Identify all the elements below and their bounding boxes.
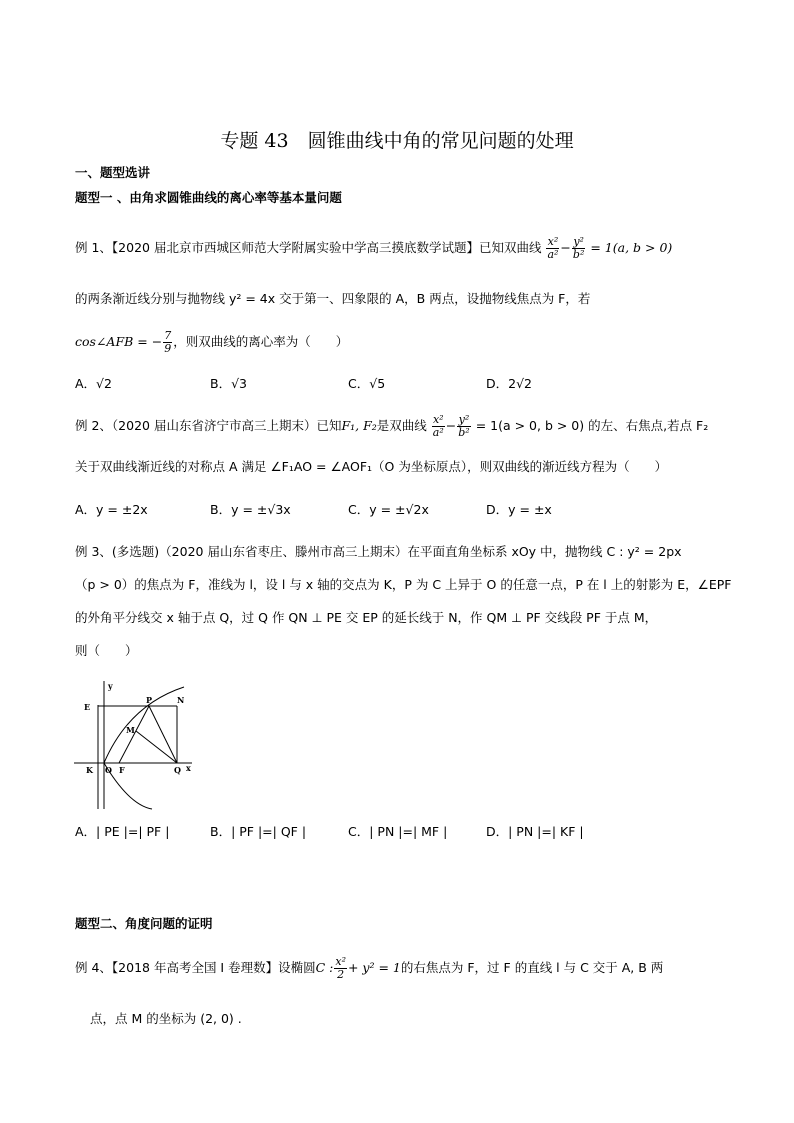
ex2-frac-y: $\frac{\text{y²}}{\text{b²}}$ xyxy=(458,413,470,439)
example4-line1: 例 4、【2018 年高考全国 I 卷理数】设椭圆C : $\frac{\text{x²}}{2}$ + y² = 1的右焦点为 F，过 F 的直线 l 与 C 交于 A, B 两 xyxy=(75,955,664,981)
ex3-option-d: D．| PN |=| KF | xyxy=(486,824,584,839)
label-E: E xyxy=(84,702,91,712)
ex2-frac-x: $\frac{\text{x²}}{\text{a²}}$ xyxy=(432,413,444,439)
type1-heading: 题型一 、由角求圆锥曲线的离心率等基本量问题 xyxy=(75,190,342,205)
label-F: F xyxy=(119,765,125,775)
label-P: P xyxy=(146,695,153,705)
example3-line1: 例 3、(多选题)（2020 届山东省枣庄、滕州市高三上期末）在平面直角坐标系 xOy 中，抛物线 C : y² = 2px xyxy=(75,544,682,559)
example1-line1: 例 1、【2020 届北京市西城区师范大学附属实验中学高三摸底数学试题】已知双曲线 $\frac{\text{x²}}{\text{a²}}$ − $\frac{\text{y²}}{\text{b²}}$ = 1(a, b > 0) xyxy=(75,235,673,261)
ex3-option-c: C．| PN |=| MF | xyxy=(348,824,448,839)
example1-prefix: 例 1、【2020 届北京市西城区师范大学附属实验中学高三摸底数学试题】已知双曲线 xyxy=(75,240,542,255)
ex1-option-a: A．√2 xyxy=(75,376,112,391)
label-K: K xyxy=(86,765,93,775)
label-Q: Q xyxy=(174,765,181,775)
example4-line2: 点，点 M 的坐标为 (2, 0) . xyxy=(90,1011,242,1026)
ex2-option-d: D．y = ±x xyxy=(486,502,552,517)
line-PQ xyxy=(149,706,177,763)
parabola-curve xyxy=(104,687,184,809)
example1-line3: cos∠AFB = − $\frac{7}{9}$ ，则双曲线的离心率为（ ） xyxy=(75,329,349,355)
section-heading: 一、题型选讲 xyxy=(75,165,151,180)
ex3-option-b: B．| PF |=| QF | xyxy=(210,824,307,839)
example2-line1: 例 2、（2020 届山东省济宁市高三上期末）已知F₁, F₂是双曲线 $\frac{\text{x²}}{\text{a²}}$ − $\frac{\text{y²}}{\text{b²}}$ = 1(a > 0, b > 0) 的左、右焦点,若点 F₂ xyxy=(75,413,709,439)
label-x: x xyxy=(186,763,191,773)
ex2-option-a: A．y = ±2x xyxy=(75,502,148,517)
ex2-option-b: B．y = ±√3x xyxy=(210,502,291,517)
hyper-frac-y: $\frac{\text{y²}}{\text{b²}}$ xyxy=(572,235,585,261)
label-y: y xyxy=(108,681,113,691)
ellipse-frac: $\frac{\text{x²}}{2}$ xyxy=(335,955,346,981)
page-title: 专题 43 圆锥曲线中角的常见问题的处理 xyxy=(220,130,574,152)
cos-frac: $\frac{7}{9}$ xyxy=(164,329,172,355)
ex3-option-a: A．| PE |=| PF | xyxy=(75,824,170,839)
example1-line2: 的两条渐近线分别与抛物线 y² = 4x 交于第一、四象限的 A，B 两点，设抛物线焦点为 F，若 xyxy=(75,291,591,306)
label-M: M xyxy=(126,725,135,735)
parabola-figure xyxy=(74,675,204,810)
example3-line2: （p > 0）的焦点为 F，准线为 l，设 l 与 x 轴的交点为 K，P 为 C 上异于 O 的任意一点，P 在 l 上的射影为 E，∠EPF xyxy=(75,577,732,592)
example2-line2: 关于双曲线渐近线的对称点 A 满足 ∠F₁AO = ∠AOF₁（O 为坐标原点），则双曲线的渐近线方程为（ ） xyxy=(75,459,668,474)
label-N: N xyxy=(177,695,185,705)
hyper-frac-x: $\frac{\text{x²}}{\text{a²}}$ xyxy=(547,235,559,261)
ex1-option-b: B．√3 xyxy=(210,376,247,391)
type2-heading: 题型二、角度问题的证明 xyxy=(75,916,213,931)
example3-line3: 的外角平分线交 x 轴于点 Q，过 Q 作 QN ⊥ PE 交 EP 的延长线于 N，作 QM ⊥ PF 交线段 PF 于点 M， xyxy=(75,610,658,625)
ex1-option-d: D．2√2 xyxy=(486,376,532,391)
line-MQ xyxy=(136,731,177,763)
label-O: O xyxy=(105,765,112,775)
example3-line4: 则（ ） xyxy=(75,643,138,658)
example1-hyper-cond: = 1(a, b > 0) xyxy=(590,240,673,255)
ex1-option-c: C．√5 xyxy=(348,376,386,391)
ex2-option-c: C．y = ±√2x xyxy=(348,502,429,517)
